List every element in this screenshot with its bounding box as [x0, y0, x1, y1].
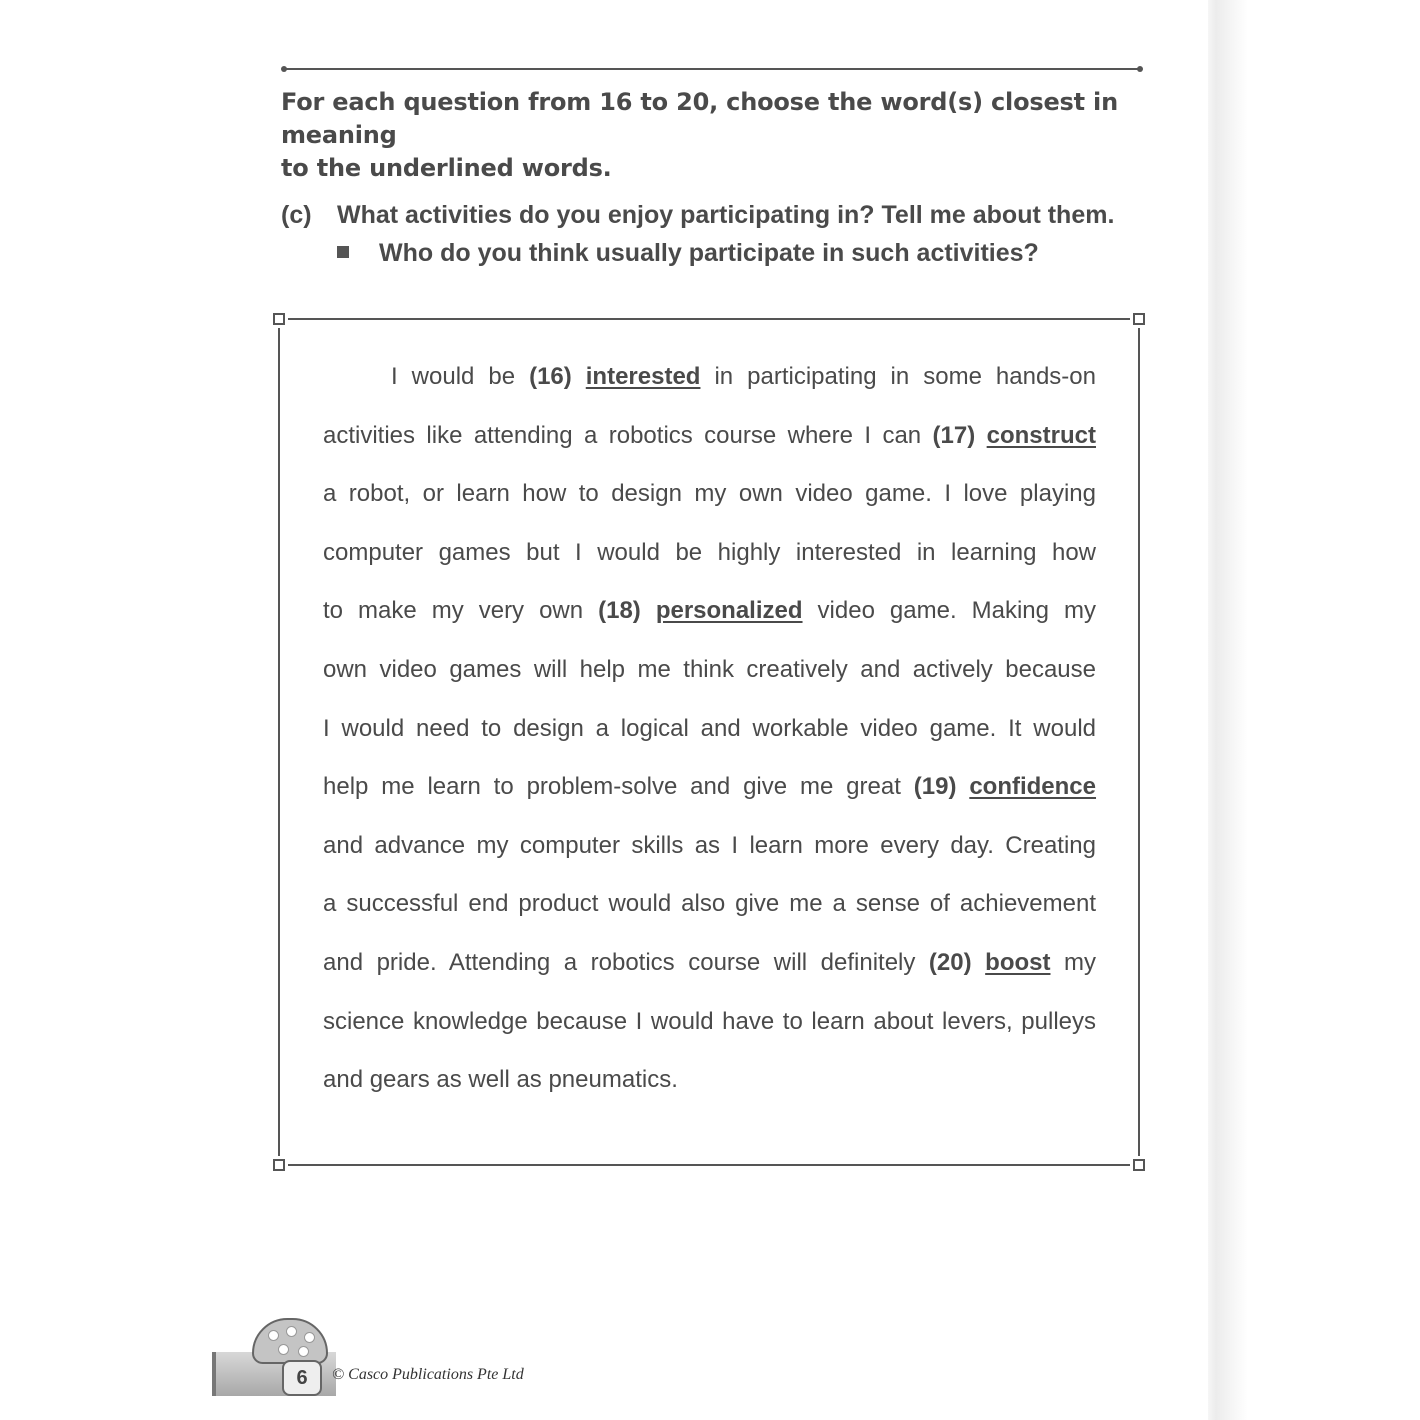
question-number-17: (17)	[932, 421, 976, 449]
underlined-word-20: boost	[985, 948, 1051, 976]
copyright-text: © Casco Publications Pte Ltd	[332, 1366, 524, 1383]
question-label: (c)	[281, 201, 312, 229]
sub-question	[337, 234, 1039, 272]
question-number-18: (18)	[598, 597, 641, 625]
mushroom-spot	[278, 1344, 289, 1355]
frame-corner-ornament-icon	[1130, 310, 1148, 328]
underlined-word-19: confidence	[969, 773, 1097, 801]
passage-line	[323, 348, 1096, 407]
question-c	[281, 196, 1161, 267]
mushroom-icon	[252, 1318, 328, 1364]
underlined-word-17: construct	[986, 421, 1096, 449]
underlined-word-16: interested	[585, 363, 701, 390]
text-run: video game. Making my	[817, 597, 1097, 625]
frame-corner-ornament-icon	[270, 1156, 288, 1174]
passage-line	[323, 934, 1096, 993]
text-run: help me learn to problem-solve and give me great	[323, 773, 901, 801]
question-number-19: (19)	[913, 773, 957, 801]
question-number-16: (16)	[529, 363, 572, 390]
text-run: my	[1064, 948, 1097, 976]
passage-line: I would need to design a logical and workable video game. It would	[323, 714, 1096, 742]
mushroom-spot	[298, 1346, 309, 1357]
question-number-20: (20)	[928, 948, 972, 976]
underlined-word-18: personalized	[655, 597, 803, 625]
frame-corner-ornament-icon	[1130, 1156, 1148, 1174]
page-footer	[212, 1318, 572, 1398]
passage-line: and advance my computer skills as I learn more every day. Creating	[323, 831, 1096, 859]
square-bullet-icon	[337, 246, 349, 258]
instruction-line: to the underlined words.	[281, 154, 612, 182]
text-run: and pride. Attending a robotics course will definitely	[323, 948, 916, 976]
passage-line	[323, 407, 1096, 466]
question-text: What activities do you enjoy participating in? Tell me about them.	[337, 201, 1115, 229]
instruction-line: For each question from 16 to 20, choose the word(s) closest in meaning	[281, 88, 1118, 149]
sub-question-text: Who do you think usually participate in such activities?	[379, 239, 1039, 267]
passage-line: science knowledge because I would have to learn about levers, pulleys	[323, 1007, 1096, 1035]
mushroom-spot	[268, 1330, 279, 1341]
text-run: I would be	[391, 363, 516, 390]
passage-line	[323, 582, 1096, 641]
passage-line: a successful end product would also give me a sense of achievement	[323, 890, 1096, 918]
top-divider	[284, 68, 1140, 70]
page-edge-shadow	[1208, 0, 1420, 1420]
text-run: in participating in some hands-on	[714, 363, 1096, 390]
text-run: to make my very own	[323, 597, 584, 625]
page-number: 6	[282, 1360, 322, 1396]
passage-line: computer games but I would be highly interested in learning how	[323, 538, 1096, 566]
mushroom-spot	[304, 1332, 315, 1343]
passage-line	[323, 758, 1096, 817]
frame-corner-ornament-icon	[270, 310, 288, 328]
mushroom-spot	[286, 1326, 297, 1337]
passage-line: a robot, or learn how to design my own video game. I love playing	[323, 480, 1096, 508]
instruction-text	[281, 86, 1151, 185]
passage-line: and gears as well as pneumatics.	[323, 1066, 678, 1094]
passage-line: own video games will help me think creatively and actively because	[323, 655, 1096, 683]
text-run: activities like attending a robotics course where I can	[323, 421, 922, 449]
passage-text	[323, 348, 1096, 1110]
